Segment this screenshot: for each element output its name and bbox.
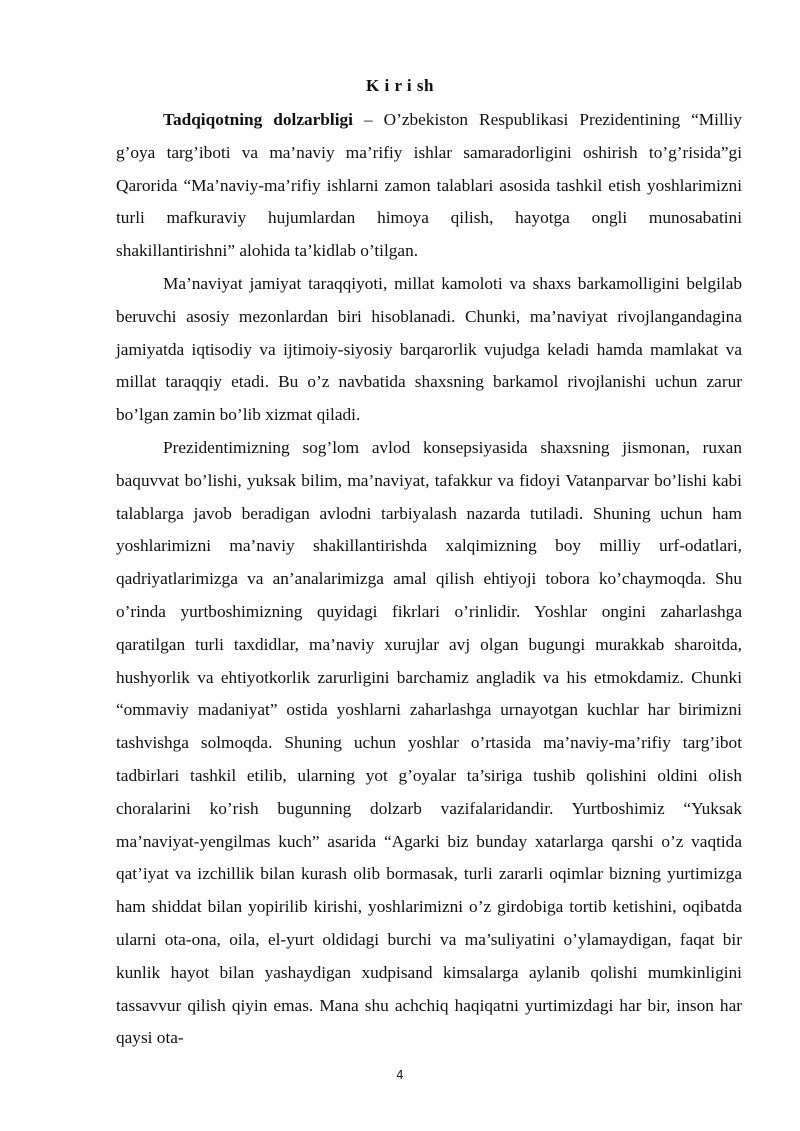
- paragraph-healthy-generation: Prezidentimizning sog’lom avlod konsepsiyasida shaxsning jismonan, ruxan baquvvat bo’lishi, yuksak bilim, ma’naviyat, tafakkur va fidoyi Vatanparvar bo’lishi kabi talablarga javob beradigan avlodni tarbiyalash nazarda tutiladi. Shuning uchun ham yoshlarimizni ma’naviy shakillantirishda xalqimizning boy milliy urf-odatlari, qadriyatlarimizga va an’analarimizga amal qilish ehtiyoji tobora ko’chaymoqda. Shu o’rinda yurtboshimizning quyidagi fikrlari o’rinlidir. Yoshlar ongini zaharlashga qaratilgan turli taxdidlar, ma’naviy xurujlar avj olgan bugungi murakkab sharoitda, hushyorlik va ehtiyotkorlik zarurligini barchamiz angladik va his etmokdamiz. Chunki “ommaviy madaniyat” ostida yoshlarni zaharlashga urnayotgan kuchlar har birimizni tashvishga solmoqda. Shuning uchun yoshlar o’rtasida ma’naviy-ma’rifiy targ’ibot tadbirlari tashkil etilib, ularning yot g’oyalar ta’siriga tushib qolishini oldini olish choralarini ko’rish bugunning dolzarb vazifalaridandir. Yurtboshimiz “Yuksak ma’naviyat-yengilmas kuch” asarida “Agarki biz bunday xatarlarga qarshi o’z vaqtida qat’iyat va izchillik bilan kurash olib bormasak, turli zararli oqimlar bizning yurtimizga ham shiddat bilan yopirilib kirishi, yoshlarimizni o’z girdobiga tortib ketishini, oqibatda ularni ota-ona, oila, el-yurt oldidagi burchi va ma’suliyatini o’ylamaydigan, faqat bir kunlik hayot bilan yashaydigan xudpisand kimsalarga aylanib qolishi mumkinligini tassavvur qilish qiyin emas. Mana shu achchiq haqiqatni yurtimizdagi har bir, inson har qaysi ota-: [116, 437, 742, 1048]
- body-text: [116, 104, 742, 1055]
- relevance-text: – O’zbekiston Respublikasi Prezidentining “Milliy g’oya targ’iboti va ma’naviy ma’rifiy ishlar samaradorligini oshirish to’g’risida”gi Qarorida “Ma’naviy-ma’rifiy ishlarni zamon talablari asosida tashkil etish yoshlarimizni turli mafkuraviy hujumlardan himoya qilish, hayotga ongli munosabatini shakillantirishni” alohida ta’kidlab o’tilgan.: [116, 110, 742, 261]
- relevance-lead: Tadqiqotning dolzarbligi: [163, 110, 353, 129]
- section-heading: K i r i sh: [366, 76, 434, 95]
- paragraph-relevance: [116, 104, 742, 268]
- page-number: 4: [396, 1068, 404, 1082]
- paragraph-spirituality: Ma’naviyat jamiyat taraqqiyoti, millat kamoloti va shaxs barkamolligini belgilab beruvchi asosiy mezonlardan biri hisoblanadi. Chunki, ma’naviyat rivojlangandagina jamiyatda iqtisodiy va ijtimoiy-siyosiy barqarorlik vujudga keladi hamda mamlakat va millat taraqqiy etadi. Bu o’z navbatida shaxsning barkamol rivojlanishi uchun zarur bo’lgan zamin bo’lib xizmat qiladi.: [116, 273, 742, 425]
